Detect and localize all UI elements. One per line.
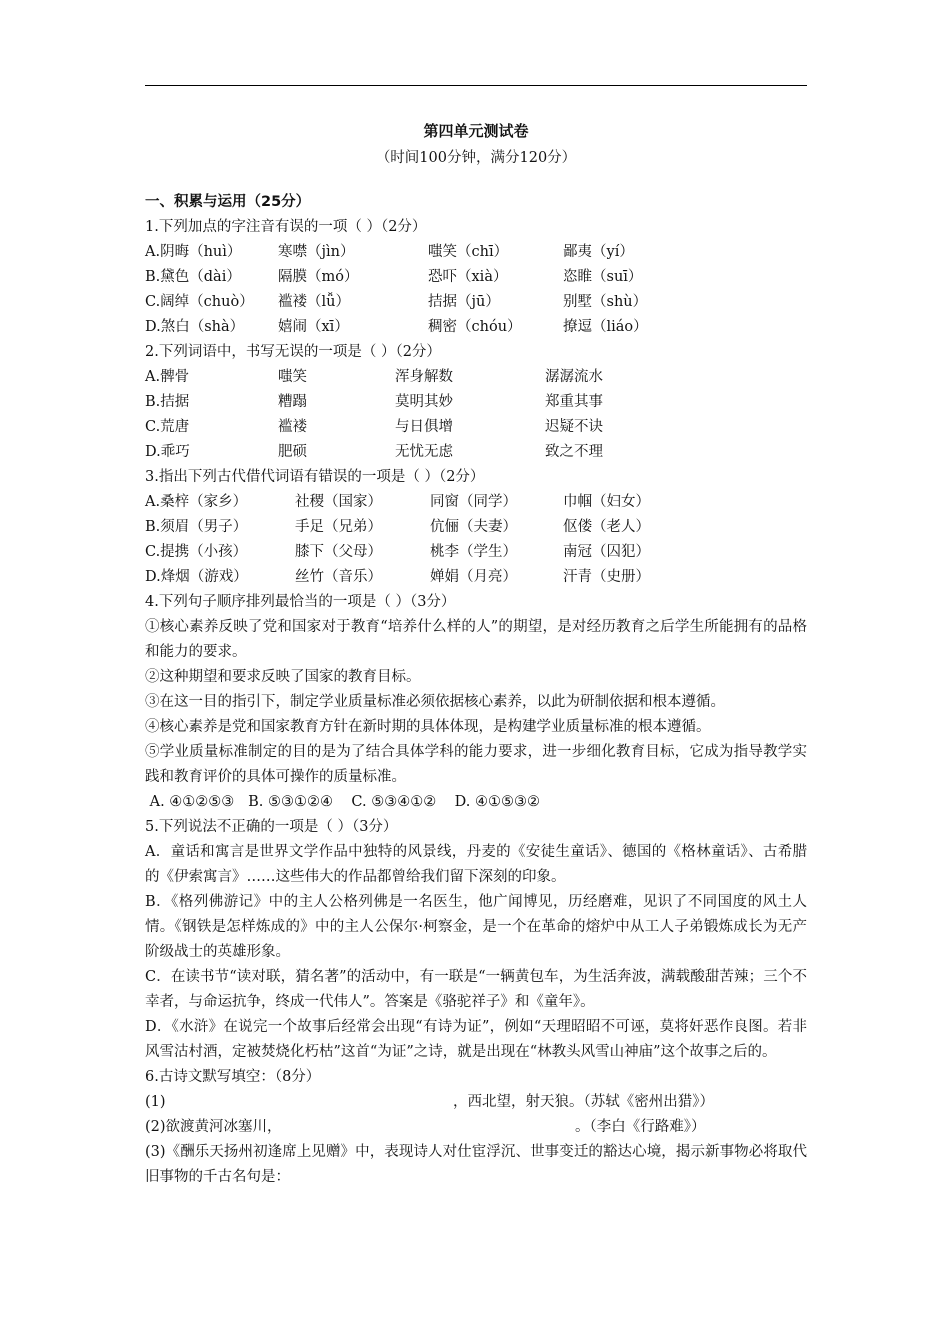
q3-c-1: C.提携（小孩）	[145, 544, 248, 560]
page-title: 第四单元测试卷	[423, 122, 529, 140]
q3-row-a	[145, 490, 807, 515]
q2-b-2: 糟蹋	[278, 394, 307, 410]
q3-b-3: 伉俪（夫妻）	[430, 519, 517, 535]
q3-d-2: 丝竹（音乐）	[295, 569, 382, 585]
q1-d-3: 稠密（chóu）	[428, 319, 522, 335]
q1-a-1: A.阴晦（huì）	[145, 244, 242, 260]
q2-stem: 2.下列词语中，书写无误的一项是（ ）（2分）	[145, 344, 441, 360]
q6-line-2-tail: 。（李白《行路难》）	[575, 1119, 706, 1135]
q2-a-1: A.髀骨	[145, 369, 190, 385]
q4-sentence-1: ①核心素养反映了党和国家对于教育“培养什么样的人”的期望，是对经历教育之后学生所能拥有的品格和能力的要求。	[145, 619, 807, 660]
q4-sentence-4: ④核心素养是党和国家教育方针在新时期的具体体现，是构建学业质量标准的根本遵循。	[145, 719, 711, 735]
q1-stem: 1.下列加点的字注音有误的一项（ ）（2分）	[145, 219, 427, 235]
q3-a-4: 巾帼（妇女）	[563, 494, 650, 510]
q1-b-2: 隔膜（mó）	[278, 269, 359, 285]
q2-d-4: 致之不理	[545, 444, 603, 460]
q4-sentence-2: ②这种期望和要求反映了国家的教育目标。	[145, 669, 421, 685]
q3-stem: 3.指出下列古代借代词语有错误的一项是（ ）（2分）	[145, 469, 485, 485]
q3-a-3: 同窗（同学）	[430, 494, 517, 510]
q4-options: A. ④①②⑤③ B. ⑤③①②④ C. ⑤③④①② D. ④①⑤③②	[145, 794, 540, 810]
q3-row-b	[145, 515, 807, 540]
q2-row-c	[145, 415, 807, 440]
q1-c-4: 别墅（shù）	[563, 294, 648, 310]
q2-a-2: 嗤笑	[278, 369, 307, 385]
q3-d-1: D.烽烟（游戏）	[145, 569, 248, 585]
q5-stem: 5.下列说法不正确的一项是（ ）（3分）	[145, 819, 398, 835]
q5-option-b: B．《格列佛游记》中的主人公格列佛是一名医生，他广闻博见，历经磨难，见识了不同国度的风土人情。《钢铁是怎样炼成的》中的主人公保尔·柯察金，是一个在革命的熔炉中从工人子弟锻炼成长为无产阶级战士的英雄形象。	[145, 894, 807, 960]
q2-c-4: 迟疑不诀	[545, 419, 603, 435]
q1-a-2: 寒噤（jìn）	[278, 244, 355, 260]
q6-line-2-head: (2)欲渡黄河冰塞川，	[145, 1119, 282, 1135]
q1-d-4: 撩逗（liáo）	[563, 319, 648, 335]
q1-c-1: C.阔绰（chuò）	[145, 294, 254, 310]
q1-b-3: 恐吓（xià）	[428, 269, 508, 285]
q3-d-3: 婵娟（月亮）	[430, 569, 517, 585]
q2-c-1: C.荒唐	[145, 419, 190, 435]
q3-a-2: 社稷（国家）	[295, 494, 382, 510]
q1-d-1: D.煞白（shà）	[145, 319, 245, 335]
q3-b-1: B.须眉（男子）	[145, 519, 248, 535]
q1-d-2: 嬉闹（xī）	[278, 319, 349, 335]
q6-line-1	[145, 1090, 807, 1115]
q2-a-4: 潺潺流水	[545, 369, 603, 385]
q4-stem: 4.下列句子顺序排列最恰当的一项是（ ）（3分）	[145, 594, 456, 610]
q6-line-1-number: (1)	[145, 1094, 166, 1110]
q2-c-3: 与日俱增	[395, 419, 453, 435]
q2-row-b	[145, 390, 807, 415]
q2-b-3: 莫明其妙	[395, 394, 453, 410]
q5-option-c: C．在读书节“读对联，猜名著”的活动中，有一联是“一辆黄包车，为生活奔波，满载酸甜苦辣；三个不幸者，与命运抗争，终成一代伟人”。答案是《骆驼祥子》和《童年》。	[145, 969, 807, 1010]
q1-c-3: 拮据（jū）	[428, 294, 500, 310]
q3-b-4: 伛偻（老人）	[563, 519, 650, 535]
q4-sentence-5: ⑤学业质量标准制定的目的是为了结合具体学科的能力要求，进一步细化教育目标，它成为指导教学实践和教育评价的具体可操作的质量标准。	[145, 744, 807, 785]
q1-row-d	[145, 315, 807, 340]
q6-line-2	[145, 1115, 807, 1140]
q3-row-c	[145, 540, 807, 565]
q5-option-a: A．童话和寓言是世界文学作品中独特的风景线，丹麦的《安徒生童话》、德国的《格林童话》、古希腊的《伊索寓言》……这些伟大的作品都曾给我们留下深刻的印象。	[145, 844, 807, 885]
q1-row-a	[145, 240, 807, 265]
header-rule	[145, 85, 807, 86]
q6-stem: 6.古诗文默写填空：（8分）	[145, 1069, 321, 1085]
q6-line-1-text: ，西北望，射天狼。（苏轼《密州出猎》）	[453, 1094, 714, 1110]
q3-c-2: 膝下（父母）	[295, 544, 382, 560]
q3-c-4: 南冠（囚犯）	[563, 544, 650, 560]
q1-a-3: 嗤笑（chī）	[428, 244, 509, 260]
q1-row-b	[145, 265, 807, 290]
q1-row-c	[145, 290, 807, 315]
q6-line-3: (3)《酬乐天扬州初逢席上见赠》中，表现诗人对仕宦浮沉、世事变迁的豁达心境，揭示新事物必将取代旧事物的千古名句是：	[145, 1144, 807, 1185]
q2-b-4: 郑重其事	[545, 394, 603, 410]
exam-content	[145, 190, 807, 1190]
q2-d-2: 肥硕	[278, 444, 307, 460]
page-subtitle: （时间100分钟，满分120分）	[375, 150, 577, 166]
q3-b-2: 手足（兄弟）	[295, 519, 382, 535]
q3-d-4: 汗青（史册）	[563, 569, 650, 585]
q2-row-d	[145, 440, 807, 465]
q3-row-d	[145, 565, 807, 590]
q4-sentence-3: ③在这一目的指引下，制定学业质量标准必须依据核心素养，以此为研制依据和根本遵循。	[145, 694, 725, 710]
q1-b-1: B.黛色（dài）	[145, 269, 241, 285]
q3-a-1: A.桑梓（家乡）	[145, 494, 248, 510]
q1-a-4: 鄙夷（yí）	[563, 244, 634, 260]
q2-a-3: 浑身解数	[395, 369, 453, 385]
q2-d-1: D.乖巧	[145, 444, 190, 460]
q1-b-4: 恣睢（suī）	[563, 269, 643, 285]
section-heading: 一、积累与运用（25分）	[145, 194, 311, 210]
q2-c-2: 褴褛	[278, 419, 307, 435]
q2-b-1: B.拮据	[145, 394, 190, 410]
q2-d-3: 无忧无虑	[395, 444, 453, 460]
q3-c-3: 桃李（学生）	[430, 544, 517, 560]
q5-option-d: D．《水浒》在说完一个故事后经常会出现“有诗为证”，例如“天理昭昭不可诬，莫将奸恶作良图。若非风雪沽村酒，定被焚烧化朽枯”这首“为证”之诗，就是出现在“林教头风雪山神庙”这个故事之后的。	[145, 1019, 807, 1060]
q2-row-a	[145, 365, 807, 390]
q1-c-2: 褴褛（lǚ）	[278, 294, 350, 310]
